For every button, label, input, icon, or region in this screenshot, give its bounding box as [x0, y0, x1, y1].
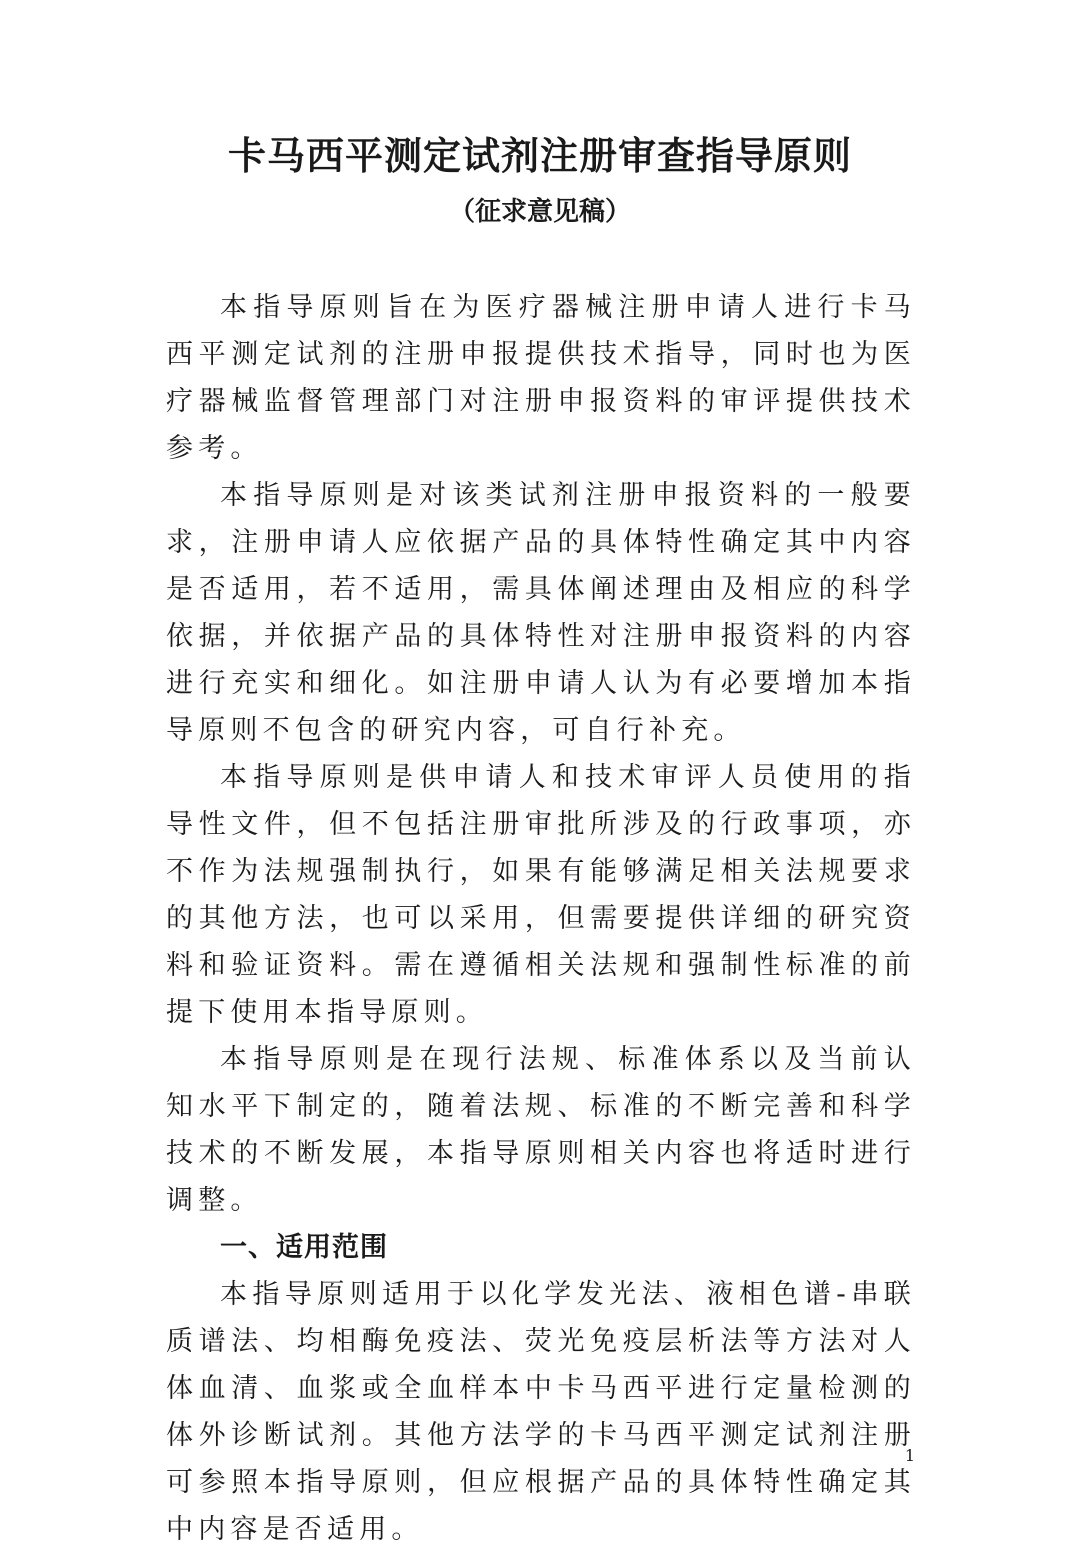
document-subtitle: （征求意见稿）: [448, 197, 631, 227]
section-heading-scope: 一、适用范围: [220, 1232, 388, 1263]
document-title: 卡马西平测定试剂注册审查指导原则: [227, 133, 852, 178]
paragraph-scope: 本指导原则适用于以化学发光法、液相色谱-串联质谱法、均相酶免疫法、荧光免疫层析法等方法对人体血清、血浆或全血样本中卡马西平进行定量检测的体外诊断试剂。其他方法学的卡马西平测定试剂注册可参照本指导原则，但应根据产品的具体特性确定其中内容是否适用。: [166, 1279, 916, 1545]
page-number: 1: [904, 1446, 916, 1465]
paragraph-requirements: 本指导原则是对该类试剂注册申报资料的一般要求，注册申请人应依据产品的具体特性确定其中内容是否适用，若不适用，需具体阐述理由及相应的科学依据，并依据产品的具体特性对注册申报资料的内容进行充实和细化。如注册申请人认为有必要增加本指导原则不包含的研究内容，可自行补充。: [166, 480, 916, 746]
paragraph-purpose: 本指导原则旨在为医疗器械注册申请人进行卡马西平测定试剂的注册申报提供技术指导，同时也为医疗器械监督管理部门对注册申报资料的审评提供技术参考。: [166, 292, 916, 464]
paragraph-usage: 本指导原则是供申请人和技术审评人员使用的指导性文件，但不包括注册审批所涉及的行政事项，亦不作为法规强制执行，如果有能够满足相关法规要求的其他方法，也可以采用，但需要提供详细的研究资料和验证资料。需在遵循相关法规和强制性标准的前提下使用本指导原则。: [166, 762, 916, 1028]
paragraph-updates: 本指导原则是在现行法规、标准体系以及当前认知水平下制定的，随着法规、标准的不断完善和科学技术的不断发展，本指导原则相关内容也将适时进行调整。: [166, 1044, 916, 1216]
document-body: [166, 284, 916, 1553]
